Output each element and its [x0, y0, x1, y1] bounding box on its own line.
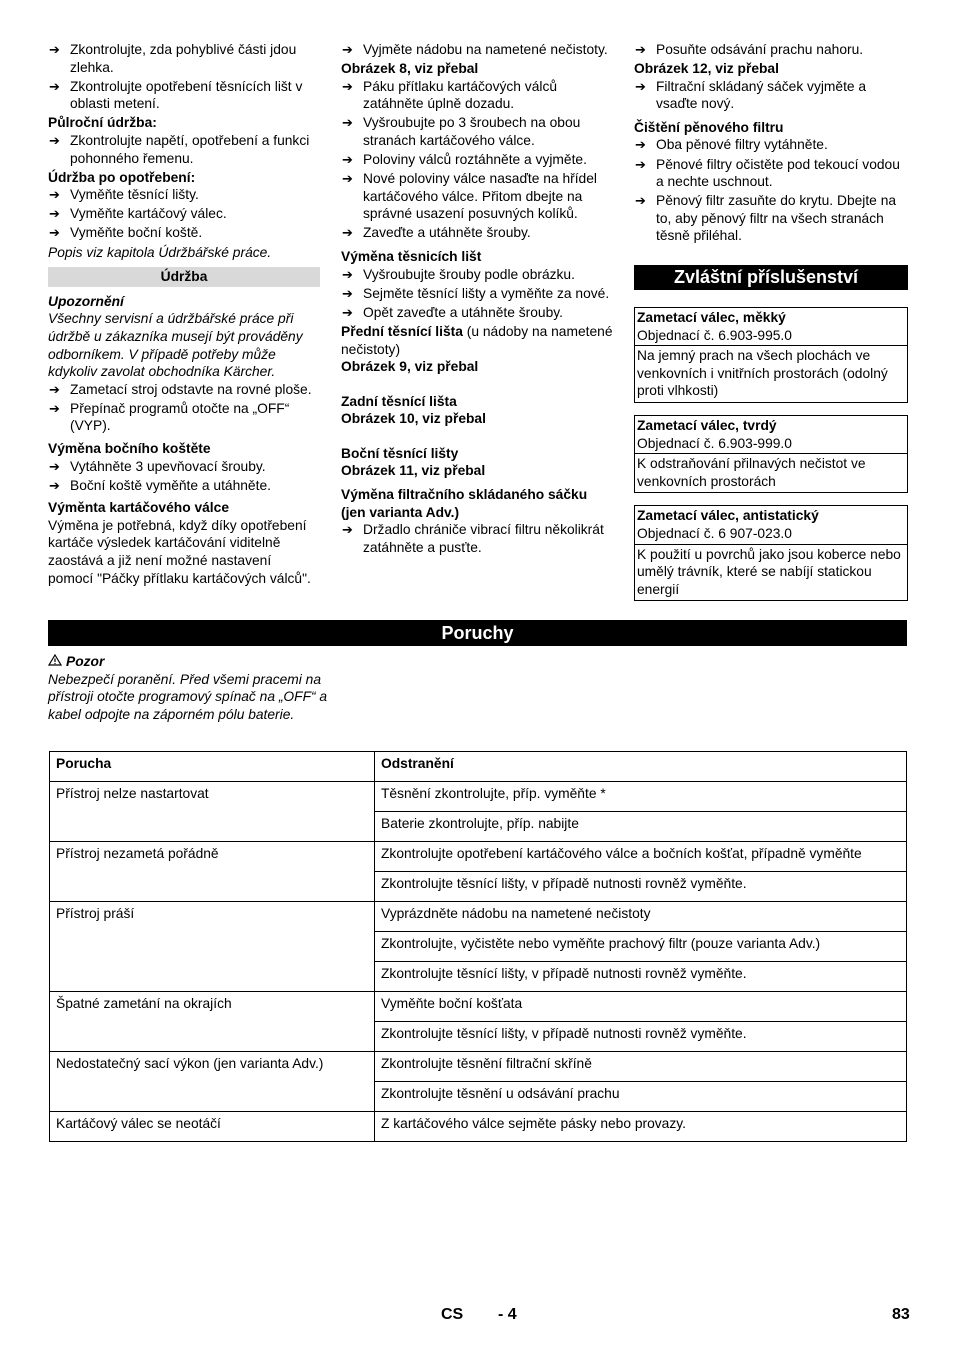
list-item: ➔ Poloviny válců roztáhněte a vyjměte. — [342, 152, 587, 168]
faults-table — [49, 751, 907, 1142]
arrow-icon: ➔ — [49, 458, 60, 474]
upozorneni-text: Všechny servisní a údržbářské práce při údržbě u zákazníka musejí být prováděny odborníkem. V případě potřeby může kdykoliv zavolat obchodníka Kärcher. — [48, 311, 303, 380]
arrow-icon: ➔ — [342, 285, 353, 301]
fix-cell: Baterie zkontrolujte, příp. nabijte — [375, 812, 907, 842]
list-item: ➔ Boční koště vyměňte a utáhněte. — [49, 477, 271, 493]
fault-cell: Nedostatečný sací výkon (jen varianta Adv.) — [50, 1052, 375, 1112]
footer-lang: CS — [441, 1306, 464, 1323]
arrow-icon: ➔ — [49, 225, 60, 241]
arrow-icon: ➔ — [635, 193, 646, 209]
accessory-desc: K odstraňování přilnavých nečistot ve venkovních prostorách — [637, 456, 866, 489]
heading-kartac: Výměnta kartáčového válce — [48, 500, 229, 516]
fix-cell: Zkontrolujte těsnící lišty, v případě nutnosti rovněž vyměňte. — [375, 962, 907, 992]
warning-text: Nebezpečí poranění. Před všemi pracemi na přístroji otočte programový spínač na „OFF“ a kabel odpojte na záporném pólu baterie. — [48, 671, 328, 722]
accessory-desc: K použití u povrchů jako jsou koberce nebo umělý trávník, které se nabíjí statickou energií — [637, 546, 901, 597]
arrow-icon: ➔ — [635, 137, 646, 153]
list-item: ➔ Zkontrolujte, zda pohyblivé části jdou zlehka. — [49, 42, 297, 75]
accessory-box — [634, 505, 908, 601]
th-porucha: Porucha — [50, 752, 375, 782]
arrow-icon: ➔ — [342, 78, 353, 94]
fix-cell: Zkontrolujte těsnění u odsávání prachu — [375, 1082, 907, 1112]
bocni-listy: Boční těsnící lišty — [341, 445, 459, 461]
arrow-icon: ➔ — [49, 132, 60, 148]
accessories-heading: Zvláštní příslušenství — [634, 265, 908, 290]
warning-block — [48, 653, 328, 723]
list-item: ➔ Vyměňte kartáčový válec. — [49, 206, 227, 222]
fix-cell: Vyměňte boční košťata — [375, 992, 907, 1022]
kartac-text: Výměna je potřebná, když díky opotřebení kartáče výsledek kartáčování viditelně zaostává a již není možné nastavení pomocí "Páčky přítlaku kartáčových válců". — [48, 517, 311, 586]
list-item: ➔ Zametací stroj odstavte na rovné ploše. — [49, 381, 312, 397]
arrow-icon: ➔ — [342, 304, 353, 320]
list-item: ➔ Oba pěnové filtry vytáhněte. — [635, 137, 828, 153]
heading-bocni: Výměna bočního koštěte — [48, 440, 211, 456]
list-item: ➔ Pěnové filtry očistěte pod tekoucí vodou a nechte uschnout. — [635, 156, 900, 190]
th-odstraneni: Odstranění — [375, 752, 907, 782]
list-item: ➔ Nové poloviny válce nasaďte na hřídel kartáčového válce. Přitom dbejte na správné usazení posuvných kolíků. — [342, 171, 597, 222]
fix-cell: Vyprázdněte nádobu na nametené nečistoty — [375, 902, 907, 932]
arrow-icon: ➔ — [49, 78, 60, 94]
column-1 — [48, 41, 320, 587]
table-row — [50, 992, 907, 1022]
arrow-icon: ➔ — [342, 522, 353, 538]
arrow-icon: ➔ — [342, 225, 353, 241]
heading-pulrocni: Půlroční údržba: — [48, 115, 157, 131]
arrow-icon: ➔ — [635, 78, 646, 94]
fix-cell: Zkontrolujte těsnící lišty, v případě nutnosti rovněž vyměňte. — [375, 1022, 907, 1052]
arrow-icon: ➔ — [635, 42, 646, 57]
list-item: ➔ Posuňte odsávání prachu nahoru. — [635, 42, 864, 57]
table-header-row — [50, 752, 907, 782]
table-row — [50, 1052, 907, 1082]
accessory-order: Objednací č. 6.903-995.0 — [637, 327, 792, 343]
list-item: ➔ Přepínač programů otočte na „OFF“ (VYP). — [49, 400, 290, 434]
list-item: ➔ Vytáhněte 3 upevňovací šrouby. — [49, 458, 266, 474]
arrow-icon: ➔ — [342, 42, 353, 57]
accessory-name: Zametací válec, tvrdý — [637, 418, 777, 433]
warning-triangle-icon — [48, 653, 66, 671]
fix-cell: Zkontrolujte, vyčistěte nebo vyměňte prachový filtr (pouze varianta Adv.) — [375, 932, 907, 962]
fix-cell: Zkontrolujte těsnící lišty, v případě nutnosti rovněž vyměňte. — [375, 872, 907, 902]
fix-cell: Z kartáčového válce sejměte pásky nebo provazy. — [375, 1112, 907, 1142]
pozor-label: Pozor — [66, 654, 105, 669]
arrow-icon: ➔ — [49, 477, 60, 493]
figure-ref: Obrázek 9, viz přebal — [341, 359, 479, 375]
list-item: ➔ Opět zaveďte a utáhněte šrouby. — [342, 304, 563, 320]
accessory-name: Zametací válec, měkký — [637, 310, 786, 326]
list-item: ➔ Zkontrolujte napětí, opotřebení a funkci pohonného řemenu. — [49, 132, 310, 166]
arrow-icon: ➔ — [49, 187, 60, 203]
heading-opotrebeni: Údržba po opotřebení: — [48, 169, 196, 185]
list-item: ➔ Zaveďte a utáhněte šrouby. — [342, 225, 531, 241]
zadni-lista: Zadní těsnící lišta — [341, 393, 457, 409]
column-2 — [341, 41, 613, 558]
list-item: ➔ Vyměňte těsnící lišty. — [49, 187, 199, 203]
fault-cell: Kartáčový válec se neotáčí — [50, 1112, 375, 1142]
arrow-icon: ➔ — [49, 206, 60, 222]
list-item: ➔ Páku přítlaku kartáčových válců zatáhněte úplně dozadu. — [342, 78, 558, 112]
arrow-icon: ➔ — [342, 171, 353, 187]
poruchy-heading: Poruchy — [48, 620, 907, 646]
list-item: ➔ Vyšroubujte šrouby podle obrázku. — [342, 266, 575, 282]
heading-cisteni: Čištění pěnového filtru — [634, 119, 784, 135]
heading-filtr: Výměna filtračního skládaného sáčku (jen varianta Adv.) — [341, 487, 588, 520]
table-row — [50, 782, 907, 812]
heading-tesnici: Výměna těsnicích lišt — [341, 249, 482, 265]
list-item: ➔ Pěnový filtr zasuňte do krytu. Dbejte na to, aby pěnový filtr na všech stranách těsně přiléhal. — [635, 193, 897, 244]
figure-ref: Obrázek 10, viz přebal — [341, 411, 486, 427]
fix-cell: Zkontrolujte těsnění filtrační skříně — [375, 1052, 907, 1082]
arrow-icon: ➔ — [342, 115, 353, 131]
arrow-icon: ➔ — [49, 381, 60, 397]
list-item: ➔ Vyšroubujte po 3 šroubech na obou stranách kartáčového válce. — [342, 115, 581, 148]
accessory-name: Zametací válec, antistatický — [637, 508, 819, 524]
table-row — [50, 1112, 907, 1142]
predni-lista: Přední těsnící lišta (u nádoby na nametené nečistoty) — [341, 323, 613, 357]
table-row — [50, 902, 907, 932]
accessory-box — [634, 307, 908, 403]
arrow-icon: ➔ — [635, 156, 646, 172]
list-item: ➔ Držadlo chrániče vibrací filtru několikrát zatáhněte a pusťte. — [342, 522, 604, 555]
footer-page-number: 83 — [892, 1306, 910, 1323]
figure-ref: Obrázek 8, viz přebal — [341, 61, 479, 77]
table-row — [50, 842, 907, 872]
list-item: ➔ Vyměňte boční koště. — [49, 225, 203, 241]
fix-cell: Zkontrolujte opotřebení kartáčového válce a bočních košťat, případně vyměňte — [375, 842, 907, 872]
figure-ref: Obrázek 12, viz přebal — [634, 61, 779, 77]
accessory-order: Objednací č. 6 907-023.0 — [637, 525, 792, 541]
column-3 — [634, 41, 908, 613]
list-item: ➔ Vyjměte nádobu na nametené nečistoty. — [342, 42, 608, 57]
accessory-desc: Na jemný prach na všech plochách ve venkovních i vnitřních prostorách (odolný proti vlhkosti) — [637, 348, 888, 399]
footer-section: - 4 — [498, 1306, 517, 1323]
list-item: ➔ Zkontrolujte opotřebení těsnících lišt v oblasti metení. — [49, 78, 303, 112]
upozorneni-heading: Upozornění — [48, 293, 124, 309]
arrow-icon: ➔ — [342, 152, 353, 168]
fault-cell: Přístroj práší — [50, 902, 375, 992]
fault-cell: Přístroj nelze nastartovat — [50, 782, 375, 842]
fault-cell: Špatné zametání na okrajích — [50, 992, 375, 1052]
udrzba-bar: Údržba — [48, 267, 320, 287]
figure-ref: Obrázek 11, viz přebal — [341, 463, 486, 479]
accessory-order: Objednací č. 6.903-999.0 — [637, 435, 792, 451]
arrow-icon: ➔ — [49, 400, 60, 416]
arrow-icon: ➔ — [342, 266, 353, 282]
fault-cell: Přístroj nezametá pořádně — [50, 842, 375, 902]
accessory-box — [634, 415, 908, 493]
list-item: ➔ Filtrační skládaný sáček vyjměte a vsaďte nový. — [635, 78, 867, 112]
arrow-icon: ➔ — [49, 42, 60, 57]
list-item: ➔ Sejměte těsnící lišty a vyměňte za nové. — [342, 285, 610, 301]
fix-cell: Těsnění zkontrolujte, příp. vyměňte * — [375, 782, 907, 812]
popis-note: Popis viz kapitola Údržbářské práce. — [48, 244, 272, 260]
